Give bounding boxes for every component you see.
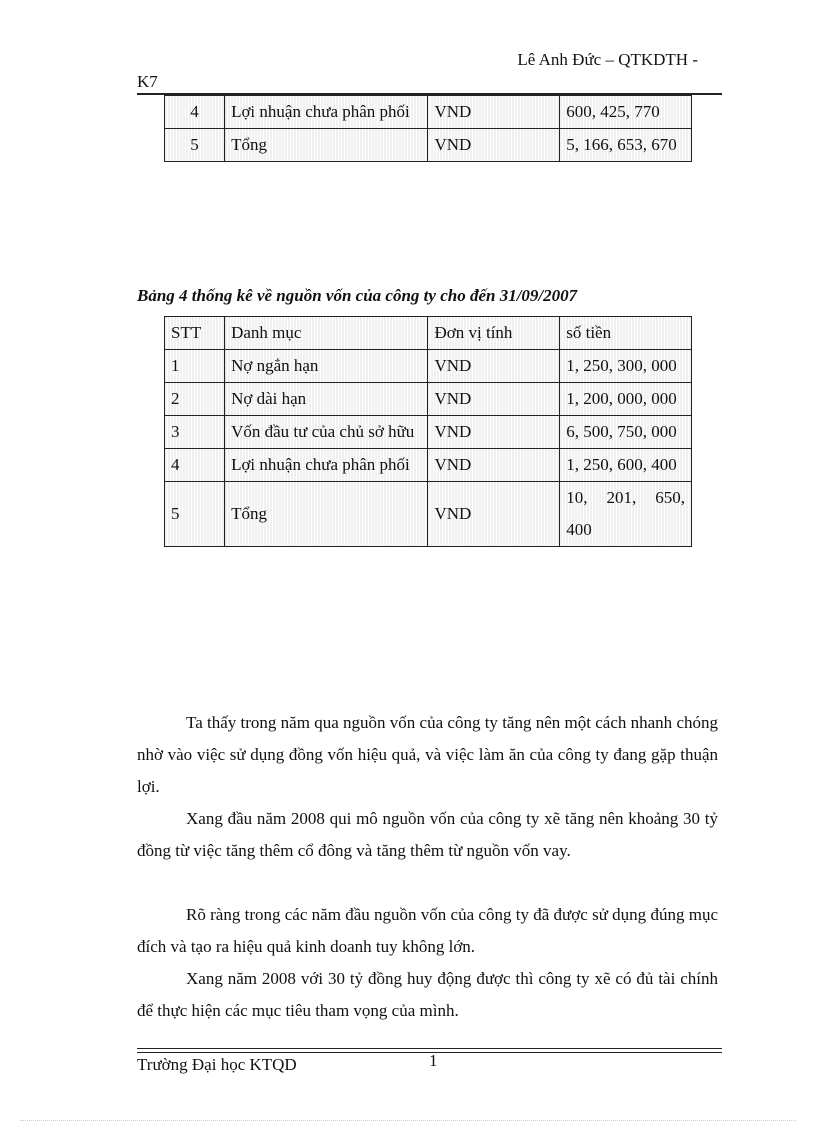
cell-item: Tổng (225, 482, 428, 547)
header-unit: Đơn vị tính (428, 317, 560, 350)
cell-stt: 3 (165, 416, 225, 449)
paragraph: Xang năm 2008 với 30 tỷ đồng huy động được thì công ty xẽ có đủ tài chính để thực hiện các mục tiêu tham vọng của mình. (137, 969, 718, 1020)
header-item: Danh mục (225, 317, 428, 350)
cell-unit: VND (428, 416, 560, 449)
cell-unit: VND (428, 129, 560, 162)
table-row (165, 482, 692, 547)
table-header-row (165, 317, 692, 350)
cell-item: Vốn đầu tư của chủ sở hữu (225, 416, 428, 449)
cell-unit: VND (428, 96, 560, 129)
table-row (165, 129, 692, 162)
cell-unit: VND (428, 482, 560, 547)
cell-item: Nợ dài hạn (225, 383, 428, 416)
page-number: 1 (429, 1051, 438, 1070)
header-amount: số tiền (560, 317, 692, 350)
table-row (165, 416, 692, 449)
table-row (165, 383, 692, 416)
cell-item: Lợi nhuận chưa phân phối (225, 449, 428, 482)
cell-amount: 10, 201, 650, 400 (560, 482, 692, 547)
cell-item: Tổng (225, 129, 428, 162)
cell-amount: 1, 250, 600, 400 (560, 449, 692, 482)
cell-unit: VND (428, 449, 560, 482)
cell-amount: 5, 166, 653, 670 (560, 129, 692, 162)
table-row (165, 96, 692, 129)
cell-unit: VND (428, 383, 560, 416)
cell-stt: 4 (165, 449, 225, 482)
header-class: K7 (137, 72, 158, 91)
header-stt: STT (165, 317, 225, 350)
cell-stt: 4 (165, 96, 225, 129)
cell-unit: VND (428, 350, 560, 383)
cell-amount: 1, 250, 300, 000 (560, 350, 692, 383)
paragraph: Xang đầu năm 2008 qui mô nguồn vốn của công ty xẽ tăng nên khoảng 30 tỷ đồng từ việc tăng thêm cổ đông và tăng thêm từ nguồn vốn vay. (137, 809, 718, 860)
cell-item: Lợi nhuận chưa phân phối (225, 96, 428, 129)
cell-amount: 1, 200, 000, 000 (560, 383, 692, 416)
cell-amount: 600, 425, 770 (560, 96, 692, 129)
page-edge (20, 1120, 796, 1121)
paragraph: Rõ ràng trong các năm đầu nguồn vốn của công ty đã được sử dụng đúng mục đích và tạo ra hiệu quả kinh doanh tuy không lớn. (137, 905, 718, 956)
cell-stt: 5 (165, 129, 225, 162)
table-caption: Bảng 4 thống kê về nguồn vốn của công ty cho đến 31/09/2007 (137, 286, 578, 305)
cell-item: Nợ ngắn hạn (225, 350, 428, 383)
footer-school: Trường Đại học KTQD (137, 1055, 297, 1074)
table-row (165, 350, 692, 383)
paragraph: Ta thấy trong năm qua nguồn vốn của công ty tăng nên một cách nhanh chóng nhờ vào việc sử dụng đồng vốn hiệu quả, và việc làm ăn của công ty đang gặp thuận lợi. (137, 713, 718, 796)
footer-divider (137, 1048, 722, 1049)
header-author: Lê Anh Đức – QTKDTH - (517, 50, 698, 69)
table-row (165, 449, 692, 482)
table-top (164, 95, 692, 162)
cell-amount: 6, 500, 750, 000 (560, 416, 692, 449)
cell-stt: 5 (165, 482, 225, 547)
cell-stt: 1 (165, 350, 225, 383)
table-capital-sources (164, 316, 692, 547)
cell-stt: 2 (165, 383, 225, 416)
